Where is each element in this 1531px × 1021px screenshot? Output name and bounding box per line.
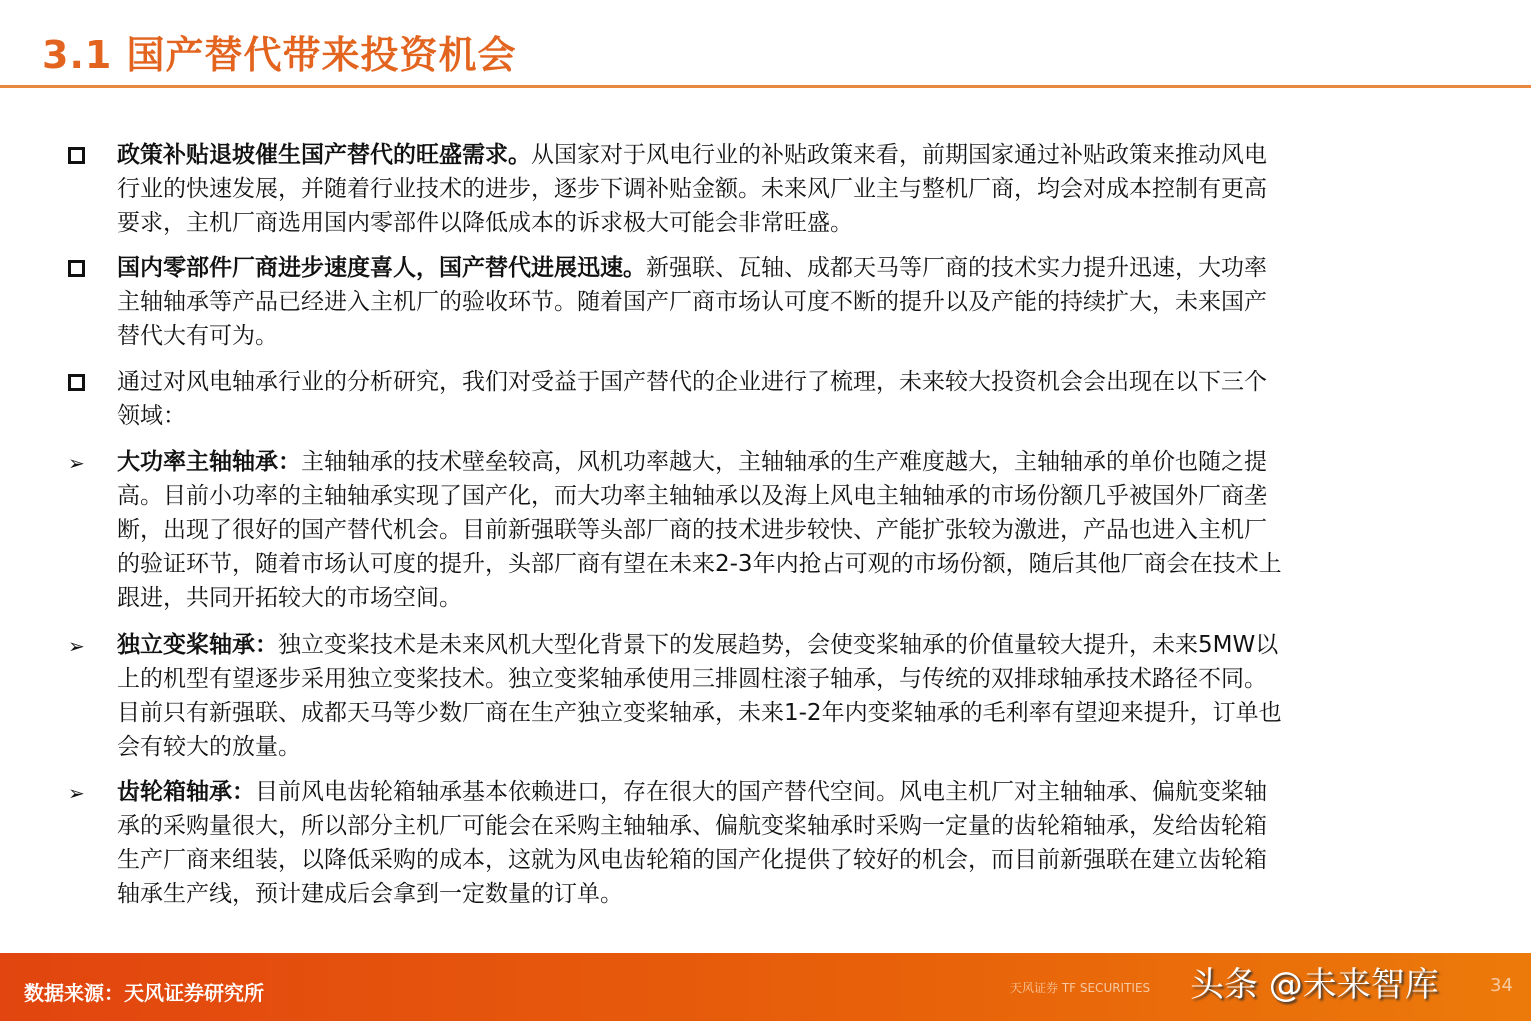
body-text: 会有较大的放量。 bbox=[117, 734, 301, 760]
arrow-bullet-icon: ➢ bbox=[68, 451, 85, 475]
footer-bar bbox=[0, 953, 1531, 1021]
body-text: 替代大有可为。 bbox=[117, 323, 278, 349]
square-bullet-icon bbox=[68, 374, 85, 391]
text-line bbox=[117, 628, 1278, 662]
body-text: 的验证环节，随着市场认可度的提升，头部厂商有望在未来2-3年内抢占可观的市场份额，随后其他厂商会在技术上 bbox=[117, 551, 1282, 577]
text-line bbox=[117, 479, 1267, 513]
body-text: 领域： bbox=[117, 403, 186, 429]
body-text: 上的机型有望逐步采用独立变桨技术。独立变桨轴承使用三排圆柱滚子轴承，与传统的双排球轴承技术路径不同。 bbox=[117, 666, 1267, 692]
lead-text: 独立变桨轴承： bbox=[117, 632, 278, 658]
text-line bbox=[117, 843, 1267, 877]
text-line bbox=[117, 172, 1267, 206]
text-line bbox=[117, 285, 1267, 319]
text-line bbox=[117, 662, 1267, 696]
text-line bbox=[117, 399, 186, 433]
lead-text: 政策补贴退坡催生国产替代的旺盛需求。 bbox=[117, 142, 531, 168]
company-logo: 天风证券 TF SECURITIES bbox=[1010, 981, 1151, 995]
body-text: 轴承生产线，预计建成后会拿到一定数量的订单。 bbox=[117, 881, 623, 907]
watermark: 头条 @未来智库 bbox=[1190, 965, 1439, 1005]
body-text: 通过对风电轴承行业的分析研究，我们对受益于国产替代的企业进行了梳理，未来较大投资机会会出现在以下三个 bbox=[117, 369, 1267, 395]
square-bullet-icon bbox=[68, 260, 85, 277]
title-divider bbox=[0, 85, 1531, 88]
body-text: 高。目前小功率的主轴轴承实现了国产化，而大功率主轴轴承以及海上风电主轴轴承的市场份额几乎被国外厂商垄 bbox=[117, 483, 1267, 509]
square-bullet-icon bbox=[68, 147, 85, 164]
body-text: 目前风电齿轮箱轴承基本依赖进口，存在很大的国产替代空间。风电主机厂对主轴轴承、偏航变桨轴 bbox=[255, 779, 1267, 805]
body-text: 行业的快速发展，并随着行业技术的进步，逐步下调补贴金额。未来风厂业主与整机厂商，均会对成本控制有更高 bbox=[117, 176, 1267, 202]
body-text: 跟进，共同开拓较大的市场空间。 bbox=[117, 585, 462, 611]
text-line bbox=[117, 319, 278, 353]
text-line bbox=[117, 365, 1267, 399]
body-text: 承的采购量很大，所以部分主机厂可能会在采购主轴轴承、偏航变桨轴承时采购一定量的齿轮箱轴承，发给齿轮箱 bbox=[117, 813, 1267, 839]
body-text: 要求，主机厂商选用国内零部件以降低成本的诉求极大可能会非常旺盛。 bbox=[117, 210, 853, 236]
body-text: 目前只有新强联、成都天马等少数厂商在生产独立变桨轴承，未来1-2年内变桨轴承的毛利率有望迎来提升，订单也 bbox=[117, 700, 1282, 726]
text-line bbox=[117, 513, 1267, 547]
page-title: 3.1 国产替代带来投资机会 bbox=[42, 33, 517, 77]
body-text: 断，出现了很好的国产替代机会。目前新强联等头部厂商的技术进步较快、产能扩张较为激进，产品也进入主机厂 bbox=[117, 517, 1267, 543]
body-text: 新强联、瓦轴、成都天马等厂商的技术实力提升迅速，大功率 bbox=[646, 255, 1267, 281]
body-text: 主轴轴承等产品已经进入主机厂的验收环节。随着国产厂商市场认可度不断的提升以及产能的持续扩大，未来国产 bbox=[117, 289, 1267, 315]
body-text: 从国家对于风电行业的补贴政策来看，前期国家通过补贴政策来推动风电 bbox=[531, 142, 1267, 168]
body-text: 主轴轴承的技术壁垒较高，风机功率越大，主轴轴承的生产难度越大，主轴轴承的单价也随之提 bbox=[301, 449, 1267, 475]
text-line bbox=[117, 877, 623, 911]
text-line bbox=[117, 581, 462, 615]
text-line bbox=[117, 696, 1282, 730]
data-source: 数据来源：天风证券研究所 bbox=[24, 981, 264, 1005]
text-line bbox=[117, 138, 1267, 172]
page-number: 34 bbox=[1490, 975, 1513, 996]
lead-text: 齿轮箱轴承： bbox=[117, 779, 255, 805]
text-line bbox=[117, 547, 1282, 581]
arrow-bullet-icon: ➢ bbox=[68, 781, 85, 805]
text-line bbox=[117, 809, 1267, 843]
arrow-bullet-icon: ➢ bbox=[68, 634, 85, 658]
body-text: 生产厂商来组装，以降低采购的成本，这就为风电齿轮箱的国产化提供了较好的机会，而目前新强联在建立齿轮箱 bbox=[117, 847, 1267, 873]
text-line bbox=[117, 251, 1267, 285]
body-text: 独立变桨技术是未来风机大型化背景下的发展趋势，会使变桨轴承的价值量较大提升，未来5MW以 bbox=[278, 632, 1279, 658]
text-line bbox=[117, 775, 1267, 809]
text-line bbox=[117, 730, 301, 764]
lead-text: 国内零部件厂商进步速度喜人，国产替代进展迅速。 bbox=[117, 255, 646, 281]
text-line bbox=[117, 445, 1267, 479]
text-line bbox=[117, 206, 853, 240]
lead-text: 大功率主轴轴承： bbox=[117, 449, 301, 475]
